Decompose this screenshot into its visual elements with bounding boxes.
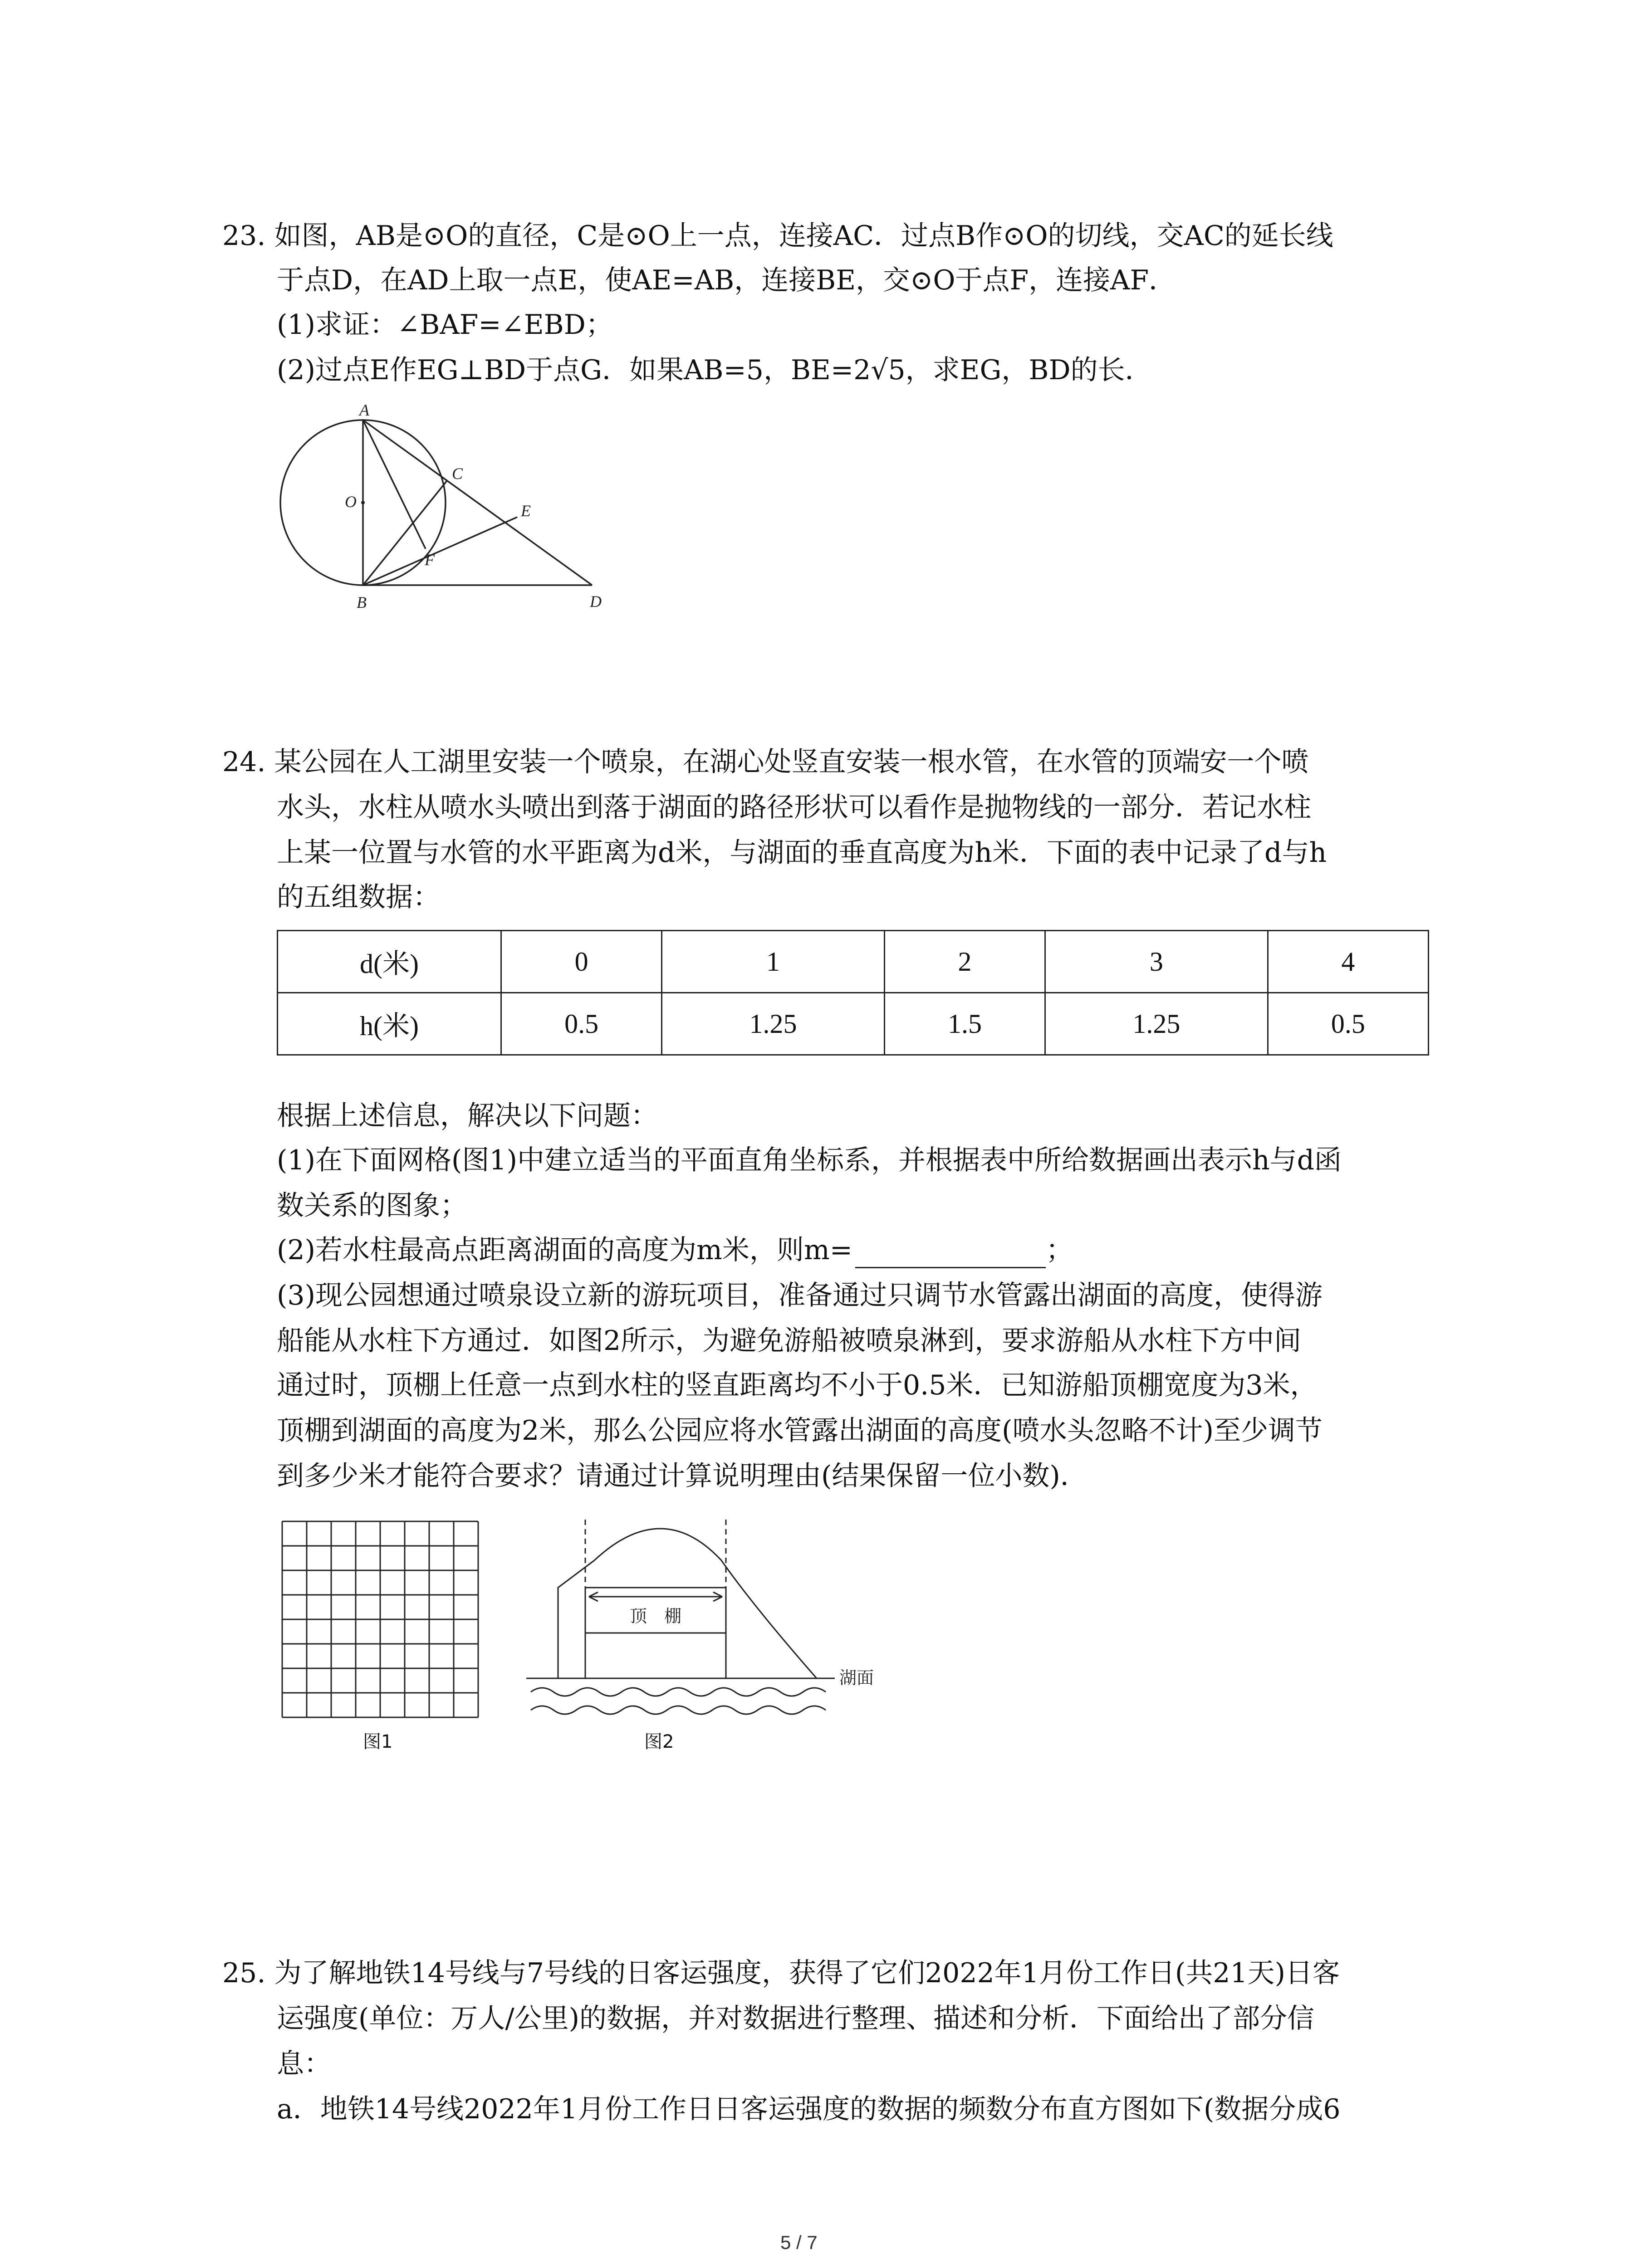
q25-line4: a．地铁14号线2022年1月份工作日日客运强度的数据的频数分布直方图如下(数据分成6 bbox=[277, 2093, 1341, 2125]
q24-part3-a: (3)现公园想通过喷泉设立新的游玩项目，准备通过只调节水管露出湖面的高度，使得游 bbox=[277, 1280, 1323, 1311]
fig1-caption: 图1 bbox=[363, 1731, 393, 1752]
table-cell: 2 bbox=[884, 931, 1045, 993]
q24-part1-b: 数关系的图象； bbox=[277, 1190, 467, 1222]
data-table bbox=[277, 930, 1429, 1056]
table-header-h: h(米) bbox=[278, 993, 501, 1055]
wave-1 bbox=[531, 1688, 826, 1696]
q25-line1: 25. 为了解地铁14号线与7号线的日客运强度，获得了它们2022年1月份工作日(共21天)日客 bbox=[222, 1957, 1340, 1989]
table-row bbox=[278, 931, 1429, 993]
water-arc bbox=[594, 1529, 817, 1678]
label-o: O bbox=[345, 493, 357, 511]
table-cell: 3 bbox=[1045, 931, 1268, 993]
q24-line3: 上某一位置与水管的水平距离为d米，与湖面的垂直高度为h米．下面的表中记录了d与h bbox=[277, 837, 1327, 869]
q25-line2: 运强度(单位：万人/公里)的数据，并对数据进行整理、描述和分析．下面给出了部分信 bbox=[277, 2003, 1315, 2034]
q24-part2-end: ； bbox=[1046, 1234, 1073, 1266]
q23-part2: (2)过点E作EG⊥BD于点G．如果AB=5，BE=2√5，求EG，BD的长． bbox=[277, 354, 1152, 386]
label-f: F bbox=[425, 551, 435, 569]
table-cell: 4 bbox=[1268, 931, 1428, 993]
q24-line2: 水头，水柱从喷水头喷出到落于湖面的路径形状可以看作是抛物线的一部分．若记水柱 bbox=[277, 792, 1311, 823]
table-cell: 1.25 bbox=[662, 993, 885, 1055]
q24-intro: 根据上述信息，解决以下问题： bbox=[277, 1100, 658, 1132]
table-cell: 1.5 bbox=[884, 993, 1045, 1055]
center-point bbox=[361, 501, 365, 504]
table-cell: 0.5 bbox=[501, 993, 662, 1055]
wave-2 bbox=[531, 1706, 826, 1714]
q24-part3-e: 到多少米才能符合要求？请通过计算说明理由(结果保留一位小数)． bbox=[277, 1460, 1087, 1492]
label-e: E bbox=[521, 502, 531, 520]
lake-label: 湖面 bbox=[839, 1668, 874, 1688]
q24-part3-c: 通过时，顶棚上任意一点到水柱的竖直距离均不小于0.5米．已知游船顶棚宽度为3米， bbox=[277, 1369, 1318, 1401]
label-b: B bbox=[357, 593, 367, 611]
label-d: D bbox=[590, 592, 602, 611]
q24-part3-b: 船能从水柱下方通过．如图2所示，为避免游船被喷泉淋到，要求游船从水柱下方中间 bbox=[277, 1325, 1302, 1357]
segment-bc bbox=[363, 481, 447, 585]
q25-line3: 息： bbox=[277, 2048, 331, 2080]
q23-line2: 于点D，在AD上取一点E，使AE=AB，连接BE，交⊙O于点F，连接AF． bbox=[277, 264, 1176, 296]
water-pipe bbox=[558, 1560, 594, 1678]
table-cell: 0 bbox=[501, 931, 662, 993]
q24-part2 bbox=[277, 1232, 1073, 1268]
q23-circle-figure bbox=[272, 395, 617, 612]
q24-part2-text: (2)若水柱最高点距离湖面的高度为m米，则m= bbox=[277, 1234, 853, 1266]
fig2-caption: 图2 bbox=[644, 1731, 674, 1752]
label-a: A bbox=[359, 401, 369, 419]
q24-part1-a: (1)在下面网格(图1)中建立适当的平面直角坐标系，并根据表中所给数据画出表示h与d函 bbox=[277, 1144, 1342, 1176]
table-row bbox=[278, 993, 1429, 1055]
table-header-d: d(米) bbox=[278, 931, 501, 993]
q23-part1: (1)求证：∠BAF=∠EBD； bbox=[277, 309, 613, 341]
q24-line1: 24. 某公园在人工湖里安装一个喷泉，在湖心处竖直安装一根水管，在水管的顶端安一个喷 bbox=[222, 746, 1309, 778]
q23-line1: 23. 如图，AB是⊙O的直径，C是⊙O上一点，连接AC．过点B作⊙O的切线，交AC的延长线 bbox=[222, 220, 1333, 252]
label-c: C bbox=[452, 464, 463, 483]
q24-line4: 的五组数据： bbox=[277, 881, 440, 913]
fig2-fountain bbox=[526, 1515, 898, 1742]
page-number: 5 / 7 bbox=[780, 2232, 818, 2253]
table-cell: 1.25 bbox=[1045, 993, 1268, 1055]
table-cell: 0.5 bbox=[1268, 993, 1428, 1055]
fig1-grid bbox=[280, 1520, 480, 1719]
q24-part3-d: 顶棚到湖面的高度为2米，那么公园应将水管露出湖面的高度(喷水头忽略不计)至少调节 bbox=[277, 1415, 1323, 1447]
segment-ad bbox=[363, 420, 592, 585]
canopy-label: 顶 棚 bbox=[630, 1606, 682, 1626]
answer-blank[interactable] bbox=[855, 1239, 1046, 1268]
segment-be bbox=[363, 517, 517, 585]
table-cell: 1 bbox=[662, 931, 885, 993]
